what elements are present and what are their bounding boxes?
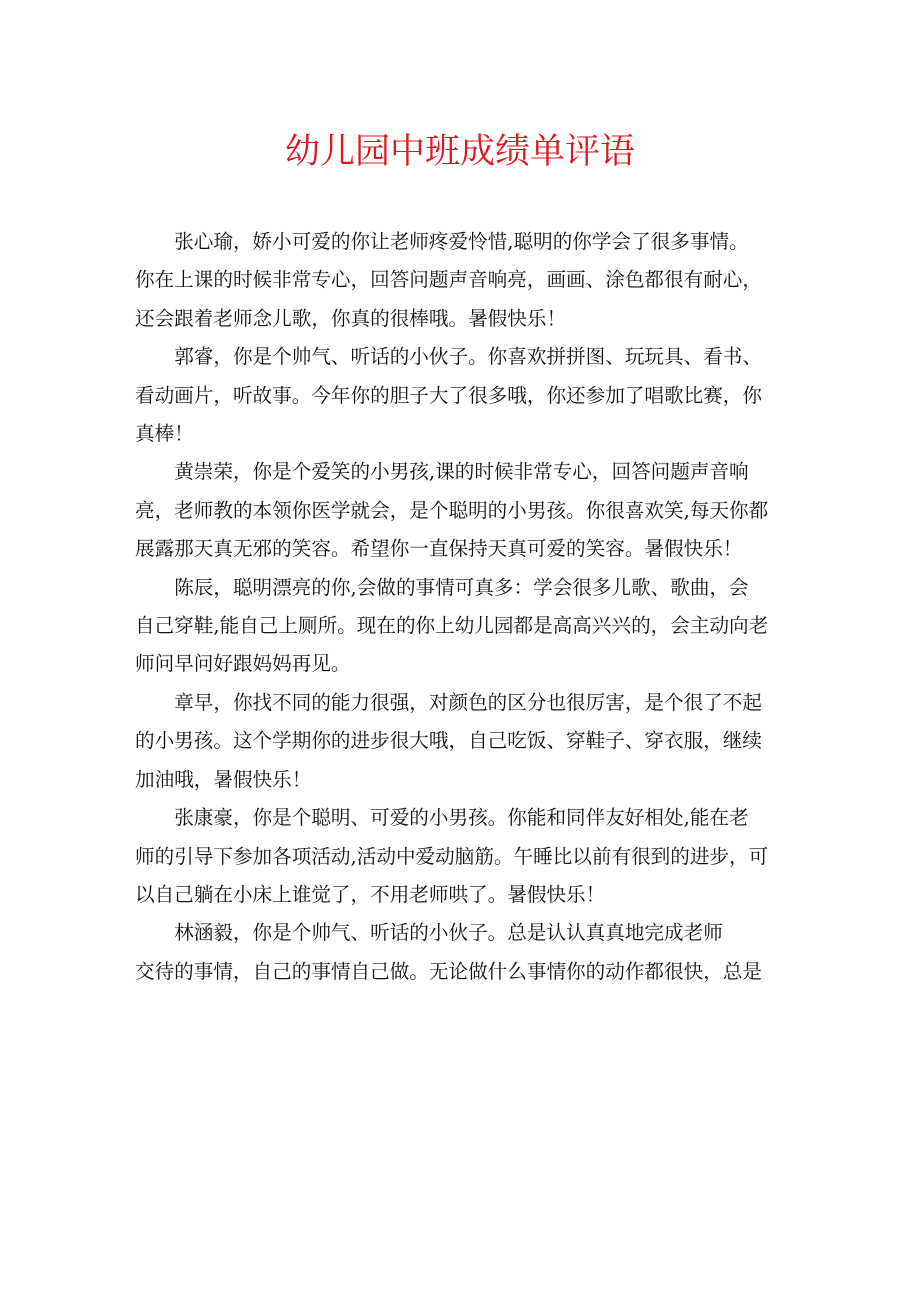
paragraph-zhang-kanghao [135,799,795,914]
paragraph-zhang-zao [135,684,795,799]
text-line: 还会跟着老师念儿歌，你真的很棒哦。暑假快乐！ [135,306,567,330]
text-line: 自己穿鞋,能自己上厕所。现在的你上幼儿园都是高高兴兴的，会主动向老 [135,614,769,638]
paragraph-chen-chen [135,569,795,684]
text-line: 的小男孩。这个学期你的进步很大哦，自己吃饭、穿鞋子、穿衣服，继续 [135,729,762,753]
text-line: 郭睿，你是个帅气、听话的小伙子。你喜欢拼拼图、玩玩具、看书、 [174,345,762,369]
text-line: 亮，老师教的本领你医学就会，是个聪明的小男孩。你很喜欢笑,每天你都 [135,498,769,522]
text-line: 张康豪，你是个聪明、可爱的小男孩。你能和同伴友好相处,能在老 [174,806,749,830]
text-line: 加油哦，暑假快乐！ [135,767,312,791]
document-title: 幼儿园中班成绩单评语 [284,132,635,172]
paragraph-guo-rui [135,338,795,453]
text-line: 陈辰，聪明漂亮的你,会做的事情可真多：学会很多儿歌、歌曲，会 [174,575,749,599]
text-line: 展露那天真无邪的笑容。希望你一直保持天真可爱的笑容。暑假快乐！ [135,537,743,561]
text-line: 张心瑜，娇小可爱的你让老师疼爱怜惜,聪明的你学会了很多事情。 [174,230,749,253]
text-line: 以自己躺在小床上谁觉了，不用老师哄了。暑假快乐！ [135,882,606,906]
text-line: 林涵毅，你是个帅气、听话的小伙子。总是认认真真地完成老师 [174,921,723,945]
document-body [135,223,795,991]
text-line: 真棒！ [135,422,194,446]
text-line: 师的引导下参加各项活动,活动中爱动脑筋。午睡比以前有很到的进步，可 [135,844,769,868]
text-line: 师问早问好跟妈妈再见。 [135,652,351,676]
text-line: 章早，你找不同的能力很强，对颜色的区分也很厉害，是个很了不起 [174,690,762,714]
text-line: 你在上课的时候非常专心，回答问题声音响亮，画画、涂色都很有耐心， [135,268,762,292]
paragraph-lin-hanyi [135,914,795,991]
paragraph-huang-chongrong [135,453,795,568]
text-line: 看动画片，听故事。今年你的胆子大了很多哦，你还参加了唱歌比赛，你 [135,383,762,407]
paragraph-zhang-xinyu [135,223,795,338]
text-line: 交待的事情，自己的事情自己做。无论做什么事情你的动作都很快，总是 [135,959,762,983]
text-line: 黄崇荣，你是个爱笑的小男孩,课的时候非常专心，回答问题声音响 [174,460,749,484]
